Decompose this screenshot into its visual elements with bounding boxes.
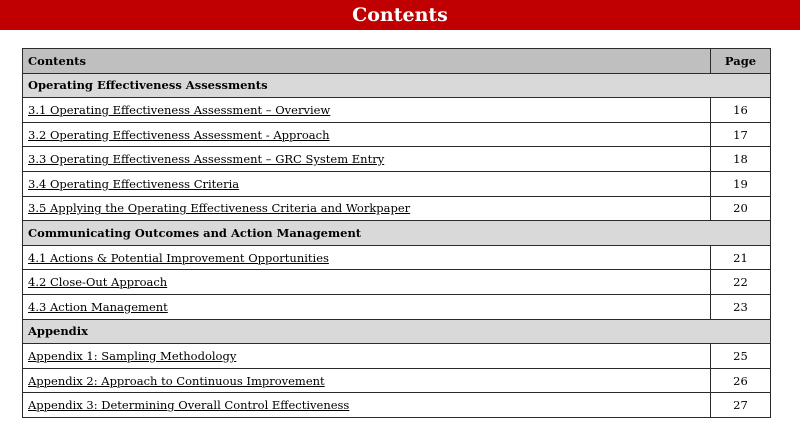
table-row[interactable] bbox=[23, 147, 771, 172]
table-row[interactable] bbox=[23, 196, 771, 221]
page-number: 21 bbox=[711, 245, 771, 270]
header-contents: Contents bbox=[23, 49, 711, 74]
table-header-row bbox=[23, 49, 771, 74]
header-page: Page bbox=[711, 49, 771, 74]
page-number: 23 bbox=[711, 294, 771, 319]
table-row[interactable] bbox=[23, 98, 771, 123]
page-number: 27 bbox=[711, 393, 771, 418]
toc-link[interactable]: 3.3 Operating Effectiveness Assessment – GRC System Entry bbox=[28, 152, 385, 167]
section-row bbox=[23, 221, 771, 246]
toc-link[interactable]: Appendix 1: Sampling Methodology bbox=[28, 348, 237, 363]
page-title-banner bbox=[0, 0, 800, 30]
page-number: 25 bbox=[711, 344, 771, 369]
toc-link[interactable]: 4.2 Close-Out Approach bbox=[28, 275, 168, 290]
page-title: Contents bbox=[352, 4, 448, 26]
table-row[interactable] bbox=[23, 171, 771, 196]
contents-table bbox=[22, 48, 771, 418]
page-number: 19 bbox=[711, 171, 771, 196]
toc-link[interactable]: 4.3 Action Management bbox=[28, 299, 168, 314]
section-title: Operating Effectiveness Assessments bbox=[23, 73, 771, 98]
page-number: 20 bbox=[711, 196, 771, 221]
section-title: Communicating Outcomes and Action Management bbox=[23, 221, 771, 246]
table-row[interactable] bbox=[23, 344, 771, 369]
toc-link[interactable]: Appendix 2: Approach to Continuous Improvement bbox=[28, 373, 325, 388]
page-number: 16 bbox=[711, 98, 771, 123]
section-title: Appendix bbox=[23, 319, 771, 344]
toc-link[interactable]: 4.1 Actions & Potential Improvement Opportunities bbox=[28, 250, 329, 265]
page-number: 26 bbox=[711, 368, 771, 393]
table-row[interactable] bbox=[23, 368, 771, 393]
table-row[interactable] bbox=[23, 245, 771, 270]
page-number: 17 bbox=[711, 122, 771, 147]
toc-link[interactable]: 3.4 Operating Effectiveness Criteria bbox=[28, 176, 240, 191]
page-number: 22 bbox=[711, 270, 771, 295]
toc-link[interactable]: 3.2 Operating Effectiveness Assessment - Approach bbox=[28, 127, 330, 142]
table-row[interactable] bbox=[23, 393, 771, 418]
toc-link[interactable]: Appendix 3: Determining Overall Control Effectiveness bbox=[28, 398, 350, 413]
section-row bbox=[23, 73, 771, 98]
toc-link[interactable]: 3.5 Applying the Operating Effectiveness Criteria and Workpaper bbox=[28, 201, 411, 216]
table-row[interactable] bbox=[23, 122, 771, 147]
toc-link[interactable]: 3.1 Operating Effectiveness Assessment – Overview bbox=[28, 102, 331, 117]
table-row[interactable] bbox=[23, 294, 771, 319]
section-row bbox=[23, 319, 771, 344]
table-row[interactable] bbox=[23, 270, 771, 295]
page-number: 18 bbox=[711, 147, 771, 172]
